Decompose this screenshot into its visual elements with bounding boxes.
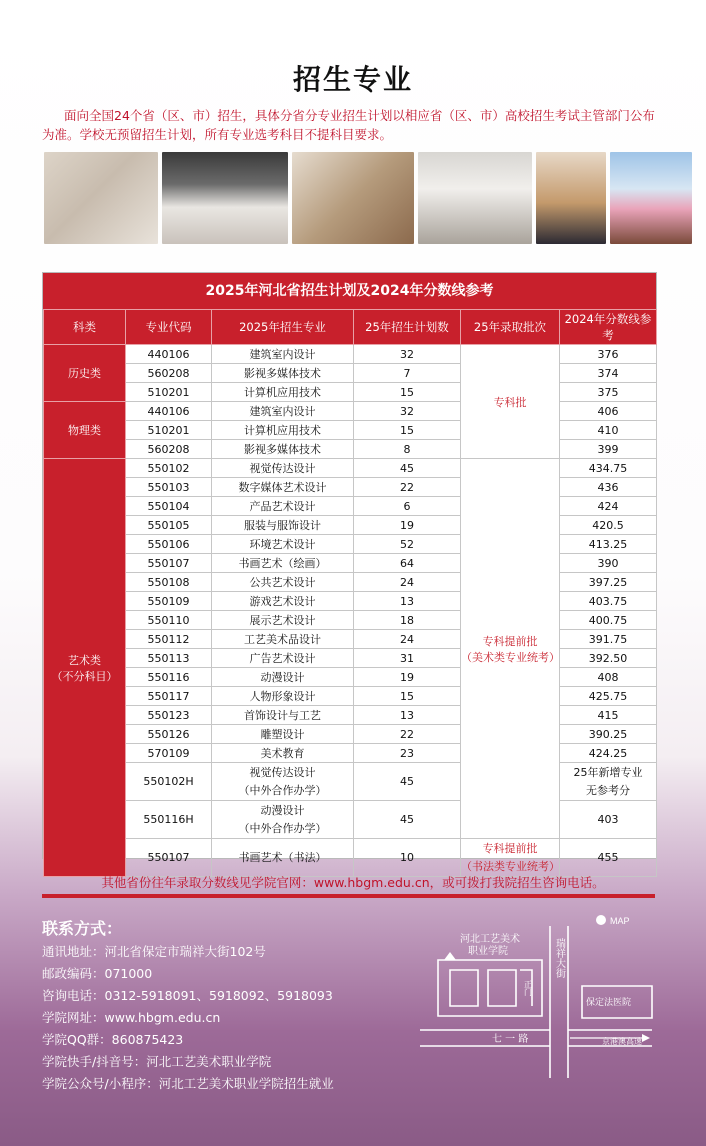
table-row xyxy=(44,345,657,364)
cell-score: 410 xyxy=(560,421,657,440)
cell-major: 影视多媒体技术 xyxy=(212,364,354,383)
cell-plan: 23 xyxy=(354,744,461,763)
cell-major: 游戏艺术设计 xyxy=(212,592,354,611)
photo-student-drawing xyxy=(536,152,606,244)
cell-major: 公共艺术设计 xyxy=(212,573,354,592)
table-row xyxy=(44,668,657,687)
batch-art-calligraphy-line1: 专科提前批 xyxy=(482,841,538,855)
map-school-line2: 职业学院 xyxy=(468,946,508,957)
table-row xyxy=(44,592,657,611)
category-physics: 物理类 xyxy=(44,402,126,459)
cell-code: 550116H xyxy=(126,801,212,839)
photo-gallery-hall xyxy=(162,152,288,244)
cell-plan: 13 xyxy=(354,706,461,725)
cell-code: 550110 xyxy=(126,611,212,630)
cell-plan: 19 xyxy=(354,516,461,535)
map-expressway: 京港澳高速 xyxy=(602,1037,642,1046)
cell-code: 560208 xyxy=(126,364,212,383)
cell-code: 510201 xyxy=(126,383,212,402)
table-row xyxy=(44,459,657,478)
cell-code: 550107 xyxy=(126,839,212,877)
cell-score: 434.75 xyxy=(560,459,657,478)
cell-major-line2: （中外合作办学） xyxy=(238,821,327,835)
table-row xyxy=(44,421,657,440)
cell-plan: 45 xyxy=(354,459,461,478)
intro-text: 面向全国24个省（区、市）招生，具体分省分专业招生计划以相应省（区、市）高校招生考试主管部门公布为准。学校无预留招生计划，所有专业选考科目不提科目要求。 xyxy=(42,108,655,142)
cell-code: 550102H xyxy=(126,763,212,801)
contact-website[interactable]: 学院网址：www.hbgm.edu.cn xyxy=(42,1010,221,1025)
cell-code: 510201 xyxy=(126,421,212,440)
cell-code: 550107 xyxy=(126,554,212,573)
cell-major: 数字媒体艺术设计 xyxy=(212,478,354,497)
cell-plan: 19 xyxy=(354,668,461,687)
cell-major-line2: （中外合作办学） xyxy=(238,783,327,797)
cell-major xyxy=(212,801,354,839)
cell-code: 550108 xyxy=(126,573,212,592)
cell-plan: 8 xyxy=(354,440,461,459)
cell-score: 455 xyxy=(560,839,657,877)
cell-score: 376 xyxy=(560,345,657,364)
cell-plan: 10 xyxy=(354,839,461,877)
contact-title: 联系方式： xyxy=(42,919,123,938)
table-row xyxy=(44,535,657,554)
table-row xyxy=(44,725,657,744)
batch-art-fine-line2: （美术类专业统考） xyxy=(461,650,560,664)
cell-score: 420.5 xyxy=(560,516,657,535)
table-row xyxy=(44,763,657,801)
map-school-line1: 河北工艺美术 xyxy=(460,934,520,945)
header-batch: 25年录取批次 xyxy=(461,310,560,345)
cell-major: 视觉传达设计 xyxy=(212,459,354,478)
cell-score: 392.50 xyxy=(560,649,657,668)
table-row xyxy=(44,687,657,706)
cell-code: 550113 xyxy=(126,649,212,668)
cell-score: 406 xyxy=(560,402,657,421)
location-pin-icon xyxy=(444,952,456,960)
cell-major: 展示艺术设计 xyxy=(212,611,354,630)
table-row xyxy=(44,839,657,877)
cell-major: 产品艺术设计 xyxy=(212,497,354,516)
cell-major: 影视多媒体技术 xyxy=(212,440,354,459)
cell-code: 440106 xyxy=(126,402,212,421)
table-row xyxy=(44,478,657,497)
category-art-line1: 艺术类 xyxy=(68,653,101,667)
map-label: MAP xyxy=(610,916,630,926)
map-gate: 正门 xyxy=(523,980,533,996)
category-history: 历史类 xyxy=(44,345,126,402)
table-footnote: 其他省份往年录取分数线见学院官网：www.hbgm.edu.cn，或可拨打我院招生咨询电话。 xyxy=(101,875,605,890)
cell-major: 工艺美术品设计 xyxy=(212,630,354,649)
table-caption: 2025年河北省招生计划及2024年分数线参考 xyxy=(43,273,656,309)
table-row xyxy=(44,706,657,725)
cell-score: 403.75 xyxy=(560,592,657,611)
contact-postcode: 邮政编码：071000 xyxy=(42,966,153,981)
cell-score-line1: 25年新增专业 xyxy=(573,765,643,779)
batch-art-fine xyxy=(461,459,560,839)
photo-dormitory xyxy=(418,152,532,244)
cell-major: 美术教育 xyxy=(212,744,354,763)
cell-score: 415 xyxy=(560,706,657,725)
table-row xyxy=(44,611,657,630)
table-row xyxy=(44,440,657,459)
cell-plan: 22 xyxy=(354,725,461,744)
cell-plan: 64 xyxy=(354,554,461,573)
cell-plan: 52 xyxy=(354,535,461,554)
cell-plan: 45 xyxy=(354,763,461,801)
cell-score: 399 xyxy=(560,440,657,459)
table-header-row xyxy=(44,310,657,345)
cell-code: 550105 xyxy=(126,516,212,535)
cell-score: 397.25 xyxy=(560,573,657,592)
cell-score-line2: 无参考分 xyxy=(586,783,630,797)
cell-score: 424.25 xyxy=(560,744,657,763)
photo-campus-blossom xyxy=(610,152,692,244)
map-court: 保定法医院 xyxy=(586,998,632,1008)
table-row xyxy=(44,516,657,535)
cell-plan: 15 xyxy=(354,687,461,706)
cell-major xyxy=(212,763,354,801)
cell-code: 550103 xyxy=(126,478,212,497)
table-row xyxy=(44,402,657,421)
batch-art-calligraphy xyxy=(461,839,560,877)
header-code: 专业代码 xyxy=(126,310,212,345)
cell-score: 413.25 xyxy=(560,535,657,554)
cell-plan: 6 xyxy=(354,497,461,516)
cell-code: 550123 xyxy=(126,706,212,725)
photo-strip xyxy=(44,152,692,244)
contact-qq: 学院QQ群：860875423 xyxy=(42,1032,184,1047)
table-row xyxy=(44,630,657,649)
table-row xyxy=(44,383,657,402)
cell-major: 计算机应用技术 xyxy=(212,383,354,402)
cell-major: 书画艺术（书法） xyxy=(212,839,354,877)
cell-score: 390 xyxy=(560,554,657,573)
cell-plan: 15 xyxy=(354,383,461,402)
cell-code: 560208 xyxy=(126,440,212,459)
cell-major: 服装与服饰设计 xyxy=(212,516,354,535)
table-row xyxy=(44,364,657,383)
cell-code: 550116 xyxy=(126,668,212,687)
compass-icon xyxy=(596,915,606,925)
photo-student-working xyxy=(292,152,414,244)
contact-douyin: 学院快手/抖音号：河北工艺美术职业学院 xyxy=(42,1054,272,1069)
contact-wechat: 学院公众号/小程序：河北工艺美术职业学院招生就业 xyxy=(42,1076,334,1091)
batch-art-calligraphy-line2: （书法类专业统考） xyxy=(461,859,560,873)
cell-score: 425.75 xyxy=(560,687,657,706)
contact-phone: 咨询电话：0312-5918091、5918092、5918093 xyxy=(42,988,333,1003)
divider-line xyxy=(42,894,655,898)
cell-score: 391.75 xyxy=(560,630,657,649)
contact-info xyxy=(42,941,334,1095)
table-row xyxy=(44,497,657,516)
header-score: 2024年分数线参考 xyxy=(560,310,657,345)
cell-plan: 7 xyxy=(354,364,461,383)
batch-art-fine-line1: 专科提前批 xyxy=(482,634,538,648)
location-map xyxy=(420,908,660,1080)
map-road: 七 一 路 xyxy=(492,1034,529,1045)
contact-address: 通讯地址：河北省保定市瑞祥大街102号 xyxy=(42,944,266,959)
cell-code: 570109 xyxy=(126,744,212,763)
admission-table xyxy=(42,272,657,873)
cell-score: 424 xyxy=(560,497,657,516)
header-plan: 25年招生计划数 xyxy=(354,310,461,345)
table-row xyxy=(44,649,657,668)
cell-major: 环境艺术设计 xyxy=(212,535,354,554)
page-title: 招生专业 xyxy=(292,63,413,96)
cell-plan: 32 xyxy=(354,345,461,364)
cell-plan: 15 xyxy=(354,421,461,440)
category-art xyxy=(44,459,126,877)
cell-code: 550102 xyxy=(126,459,212,478)
cell-score: 408 xyxy=(560,668,657,687)
category-art-line2: （不分科目） xyxy=(51,669,118,683)
cell-major: 首饰设计与工艺 xyxy=(212,706,354,725)
cell-code: 550117 xyxy=(126,687,212,706)
cell-code: 440106 xyxy=(126,345,212,364)
cell-plan: 31 xyxy=(354,649,461,668)
cell-major: 广告艺术设计 xyxy=(212,649,354,668)
table-row xyxy=(44,801,657,839)
cell-major: 人物形象设计 xyxy=(212,687,354,706)
cell-code: 550126 xyxy=(126,725,212,744)
cell-major: 建筑室内设计 xyxy=(212,402,354,421)
photo-sculpture-studio xyxy=(44,152,158,244)
cell-code: 550104 xyxy=(126,497,212,516)
cell-score: 436 xyxy=(560,478,657,497)
cell-score: 403 xyxy=(560,801,657,839)
cell-plan: 24 xyxy=(354,630,461,649)
map-street: 瑞祥大街 xyxy=(553,938,565,978)
cell-major: 动漫设计 xyxy=(212,668,354,687)
cell-major: 雕塑设计 xyxy=(212,725,354,744)
cell-major: 计算机应用技术 xyxy=(212,421,354,440)
cell-score: 374 xyxy=(560,364,657,383)
table-row xyxy=(44,554,657,573)
table-row xyxy=(44,744,657,763)
cell-score xyxy=(560,763,657,801)
cell-code: 550112 xyxy=(126,630,212,649)
cell-major: 书画艺术（绘画） xyxy=(212,554,354,573)
header-category: 科类 xyxy=(44,310,126,345)
cell-code: 550106 xyxy=(126,535,212,554)
cell-score: 400.75 xyxy=(560,611,657,630)
cell-score: 375 xyxy=(560,383,657,402)
cell-plan: 32 xyxy=(354,402,461,421)
cell-code: 550109 xyxy=(126,592,212,611)
cell-plan: 22 xyxy=(354,478,461,497)
cell-plan: 24 xyxy=(354,573,461,592)
header-major: 2025年招生专业 xyxy=(212,310,354,345)
cell-score: 390.25 xyxy=(560,725,657,744)
cell-major-line1: 动漫设计 xyxy=(260,803,305,817)
batch-zhuanke: 专科批 xyxy=(461,345,560,459)
cell-plan: 18 xyxy=(354,611,461,630)
cell-plan: 13 xyxy=(354,592,461,611)
cell-plan: 45 xyxy=(354,801,461,839)
cell-major-line1: 视觉传达设计 xyxy=(249,765,316,779)
table-row xyxy=(44,573,657,592)
cell-major: 建筑室内设计 xyxy=(212,345,354,364)
